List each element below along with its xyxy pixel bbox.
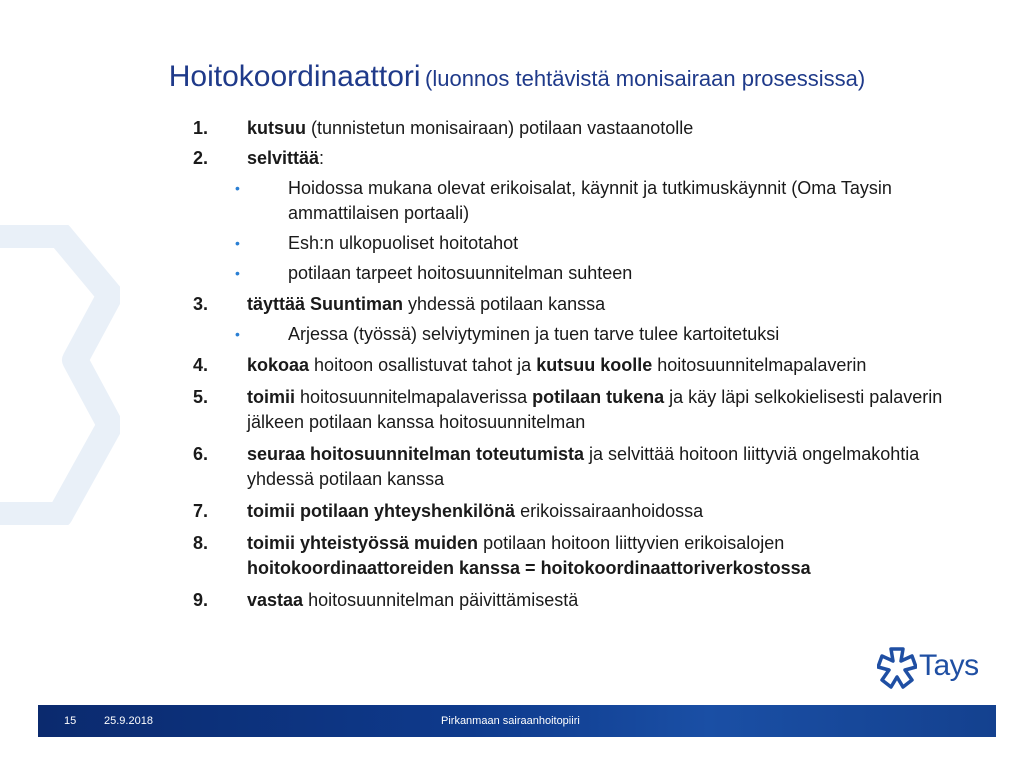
- footer-date: 25.9.2018: [104, 715, 153, 727]
- item-text: Esh:n ulkopuoliset hoitotahot: [288, 233, 519, 253]
- item-text-bold: seuraa hoitosuunnitelman toteutumista: [247, 444, 585, 464]
- item-number: 4.: [193, 355, 209, 375]
- bullet-item: [193, 322, 953, 347]
- item-number: 8.: [193, 533, 209, 553]
- bullet-item: [193, 231, 953, 256]
- numbered-item: [193, 588, 953, 613]
- item-number: 6.: [193, 444, 209, 464]
- footer-organization: Pirkanmaan sairaanhoitopiiri: [441, 715, 580, 727]
- bullet-item: [193, 176, 953, 226]
- tays-star-icon: [877, 647, 917, 691]
- item-text-bold: toimii: [247, 387, 295, 407]
- numbered-item: [193, 353, 953, 378]
- bullet-dot-icon: •: [235, 180, 240, 196]
- numbered-item: [193, 499, 953, 524]
- item-text: :: [319, 148, 325, 168]
- item-text: hoitosuunnitelmapalaverin: [652, 355, 867, 375]
- item-text-bold: toimii yhteistyössä muiden: [247, 533, 479, 553]
- item-text: potilaan tarpeet hoitosuunnitelman suhteen: [288, 263, 633, 283]
- item-text-bold: vastaa: [247, 590, 304, 610]
- item-text-bold: hoitokoordinaattoreiden kanssa = hoitokoordinaattoriverkostossa: [247, 558, 811, 578]
- numbered-item: [193, 116, 953, 141]
- numbered-item: [193, 385, 953, 435]
- item-text-bold: potilaan tukena: [532, 387, 665, 407]
- logo-text: Tays: [919, 649, 979, 682]
- task-list: [193, 116, 953, 613]
- numbered-item: [193, 146, 953, 171]
- numbered-item: [193, 531, 953, 581]
- item-text-bold: toimii potilaan yhteyshenkilönä: [247, 501, 516, 521]
- item-text: (tunnistetun monisairaan) potilaan vastaanotolle: [306, 118, 694, 138]
- numbered-item: [193, 292, 953, 317]
- item-text: hoitosuunnitelmapalaverissa: [295, 387, 533, 407]
- item-number: 1.: [193, 118, 209, 138]
- item-text: potilaan hoitoon liittyvien erikoisalojen: [478, 533, 785, 553]
- title-sub: (luonnos tehtävistä monisairaan prosessissa): [425, 66, 866, 91]
- item-text-bold: selvittää: [247, 148, 320, 168]
- bullet-dot-icon: •: [235, 326, 240, 342]
- item-text: Arjessa (työssä) selviytyminen ja tuen tarve tulee kartoitetuksi: [288, 324, 780, 344]
- item-text: Hoidossa mukana olevat erikoisalat, käynnit ja tutkimuskäynnit (Oma Taysin ammattilaisen portaali): [288, 178, 892, 223]
- item-text: ja selvittää hoitoon liittyviä ongelmakohtia yhdessä potilaan kanssa: [247, 444, 920, 489]
- tays-logo: [877, 645, 987, 695]
- item-text: hoitoon osallistuvat tahot ja: [309, 355, 537, 375]
- numbered-item: [193, 442, 953, 492]
- item-number: 2.: [193, 148, 209, 168]
- item-number: 5.: [193, 387, 209, 407]
- bullet-dot-icon: •: [235, 265, 240, 281]
- item-number: 3.: [193, 294, 209, 314]
- item-text-bold: kutsuu koolle: [536, 355, 653, 375]
- item-text-bold: täyttää Suuntiman: [247, 294, 404, 314]
- item-number: 7.: [193, 501, 209, 521]
- item-text: yhdessä potilaan kanssa: [403, 294, 606, 314]
- item-text: erikoissairaanhoidossa: [515, 501, 704, 521]
- footer-bar: [38, 705, 996, 737]
- item-text-bold: kokoaa: [247, 355, 310, 375]
- slide-title: [0, 60, 1024, 94]
- item-number: 9.: [193, 590, 209, 610]
- page-number: 15: [64, 715, 77, 727]
- bullet-dot-icon: •: [235, 235, 240, 251]
- watermark-star-icon: [0, 225, 120, 525]
- item-text-bold: kutsuu: [247, 118, 307, 138]
- bullet-item: [193, 261, 953, 286]
- title-main: Hoitokoordinaattori: [168, 60, 421, 93]
- item-text: hoitosuunnitelman päivittämisestä: [303, 590, 579, 610]
- item-text: ja käy läpi selkokielisesti palaverin jälkeen potilaan kanssa hoitosuunnitelman: [247, 387, 943, 432]
